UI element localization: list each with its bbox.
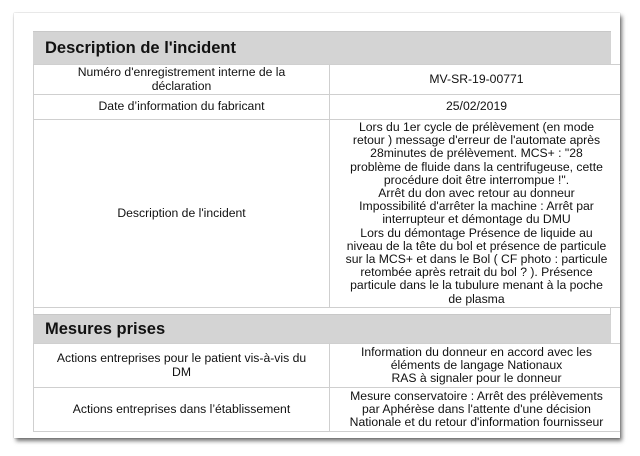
- table-row-manufacturer-date: [34, 95, 621, 120]
- establishment-actions-label: Actions entreprises dans l’établissement: [34, 388, 330, 432]
- incident-description-value: Lors du 1er cycle de prélèvement (en mode retour ) message d'erreur de l'automate après 28minutes de prélèvement. MCS+ : "28 problème de fluide dans la centrifugeuse, cette procédure doit être interrompue !". Arrêt du don avec retour au donneur Impossibilité d'arrêter la machine : Arrêt par interrupteur et démontage du DMU Lors du démontage Présence de liquide au niveau de la tête du bol et présence de particule sur la MCS+ et dans le Bol ( CF photo : particule retombée après retrait du bol ? ). Présence particule dans le la tubulure menant à la poche de plasma: [330, 120, 621, 308]
- table-row-incident-description: [34, 120, 621, 308]
- table-row-registration: [34, 65, 621, 95]
- table-row-patient-actions: [34, 344, 621, 388]
- incident-section: [33, 31, 611, 316]
- incident-section-title: Description de l'incident: [33, 31, 611, 64]
- incident-table: [33, 64, 620, 308]
- registration-number-label: Numéro d'enregistrement interne de la déclaration: [34, 65, 330, 95]
- patient-actions-value: Information du donneur en accord avec les éléments de langage Nationaux RAS à signaler pour le donneur: [330, 344, 621, 388]
- incident-description-label: Description de l'incident: [34, 120, 330, 308]
- registration-number-value: MV-SR-19-00771: [330, 65, 621, 95]
- document-page: [14, 13, 620, 438]
- manufacturer-date-value: 25/02/2019: [330, 95, 621, 120]
- patient-actions-label: Actions entreprises pour le patient vis-à-vis du DM: [34, 344, 330, 388]
- measures-section-title: Mesures prises: [33, 314, 611, 343]
- measures-section: [33, 314, 611, 432]
- measures-table: [33, 343, 620, 432]
- table-row-establishment-actions: [34, 388, 621, 432]
- establishment-actions-value: Mesure conservatoire : Arrêt des prélèvements par Aphérèse dans l'attente d'une décision Nationale et du retour d'information fournisseur: [330, 388, 621, 432]
- manufacturer-date-label: Date d’information du fabricant: [34, 95, 330, 120]
